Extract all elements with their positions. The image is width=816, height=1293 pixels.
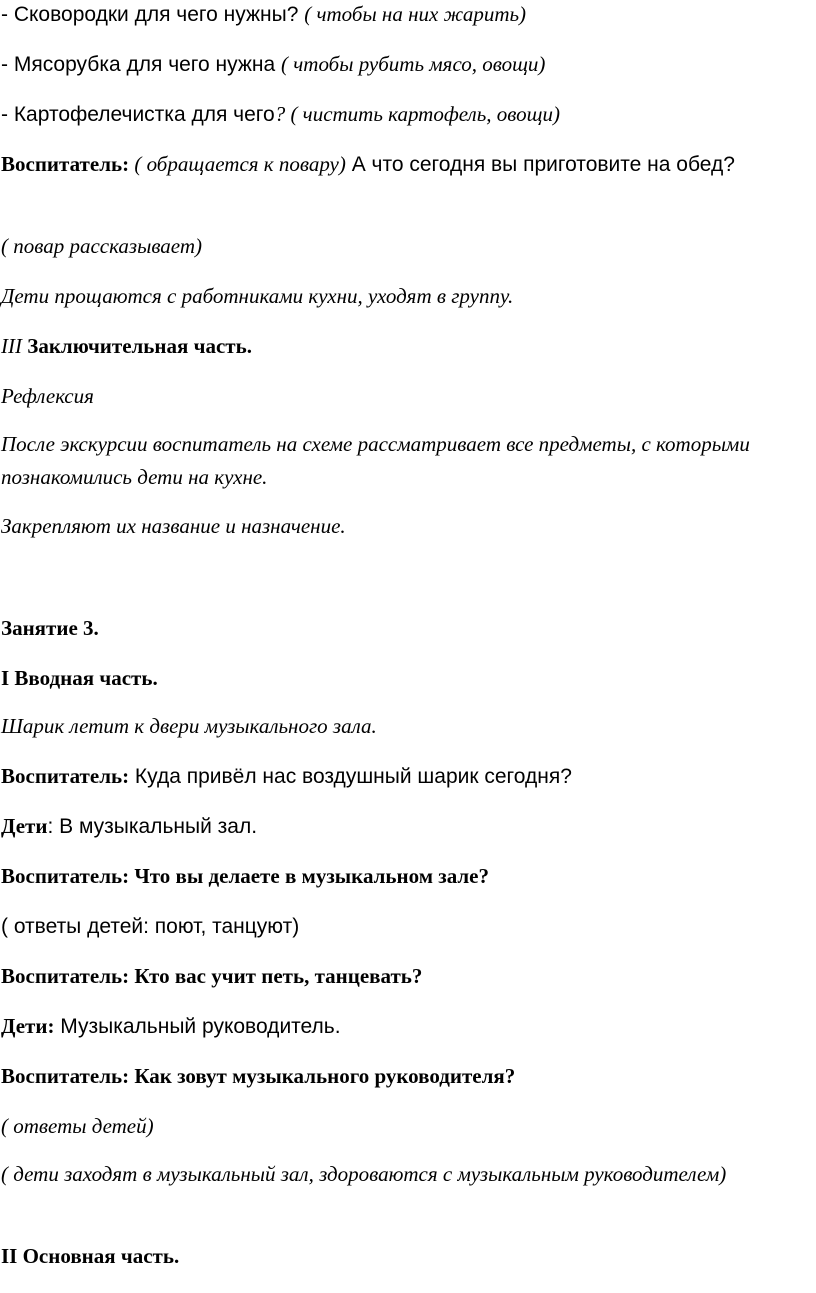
speech-text: А что сегодня вы приготовите на обед? bbox=[345, 153, 735, 176]
paragraph-reflection: Рефлексия bbox=[1, 384, 94, 408]
paragraph-teacher-asks-cook bbox=[1, 148, 808, 181]
paragraph-children-music-hall bbox=[1, 810, 808, 843]
paragraph-teacher-what-do: Воспитатель: Что вы делаете в музыкальном зале? bbox=[1, 864, 490, 888]
speech-text: : В музыкальный зал. bbox=[47, 815, 258, 838]
paragraph-after-excursion: После экскурсии воспитатель на схеме рассматривает все предметы, с которыми познакомились дети на кухне. bbox=[1, 432, 750, 489]
paragraph-cook-tells: ( повар рассказывает) bbox=[1, 234, 202, 258]
speech-text: Куда привёл нас воздушный шарик сегодня? bbox=[129, 765, 572, 788]
speaker-label: Дети: bbox=[1, 1014, 55, 1038]
paragraph-children-leave: Дети прощаются с работниками кухни, уходят в группу. bbox=[1, 284, 514, 308]
paragraph-teacher-who-teaches: Воспитатель: Кто вас учит петь, танцевать? bbox=[1, 964, 423, 988]
answer-text: ? ( чистить картофель, овощи) bbox=[274, 102, 560, 126]
speaker-label: Дети bbox=[1, 814, 48, 838]
question-text: - Мясорубка для чего нужна bbox=[1, 53, 282, 76]
section-heading-main: II Основная часть. bbox=[1, 1244, 180, 1268]
paragraph-consolidate: Закрепляют их название и назначение. bbox=[1, 514, 346, 538]
speaker-label: Воспитатель: bbox=[1, 764, 130, 788]
paragraph-children-answers: ( ответы детей: поют, танцуют) bbox=[1, 915, 300, 938]
lesson-heading: Занятие 3. bbox=[1, 616, 99, 640]
answer-text: ( чтобы рубить мясо, овощи) bbox=[281, 52, 546, 76]
question-text: - Картофелечистка для чего bbox=[1, 103, 275, 126]
paragraph-teacher-name: Воспитатель: Как зовут музыкального руководителя? bbox=[1, 1064, 516, 1088]
speaker-label: Воспитатель: bbox=[1, 152, 135, 176]
stage-direction: ( обращается к повару) bbox=[134, 152, 346, 176]
paragraph-teacher-where bbox=[1, 760, 808, 793]
answer-text: ( чтобы на них жарить) bbox=[304, 2, 527, 26]
section-title: Заключительная часть. bbox=[21, 334, 252, 358]
paragraph-meat-grinder bbox=[1, 48, 808, 81]
paragraph-children-answers-2: ( ответы детей) bbox=[1, 1114, 154, 1138]
paragraph-children-enter-hall: ( дети заходят в музыкальный зал, здороваются с музыкальным руководителем) bbox=[1, 1162, 727, 1186]
section-number: III bbox=[1, 334, 22, 358]
paragraph-potato-peeler bbox=[1, 98, 808, 131]
paragraph-children-director bbox=[1, 1010, 808, 1043]
section-heading-final bbox=[1, 330, 808, 363]
paragraph-balloon: Шарик летит к двери музыкального зала. bbox=[1, 714, 377, 738]
paragraph-frying-pans bbox=[1, 0, 808, 31]
question-text: - Сковородки для чего нужны? bbox=[1, 3, 305, 26]
speech-text: Музыкальный руководитель. bbox=[54, 1015, 341, 1038]
section-heading-intro: I Вводная часть. bbox=[1, 666, 158, 690]
